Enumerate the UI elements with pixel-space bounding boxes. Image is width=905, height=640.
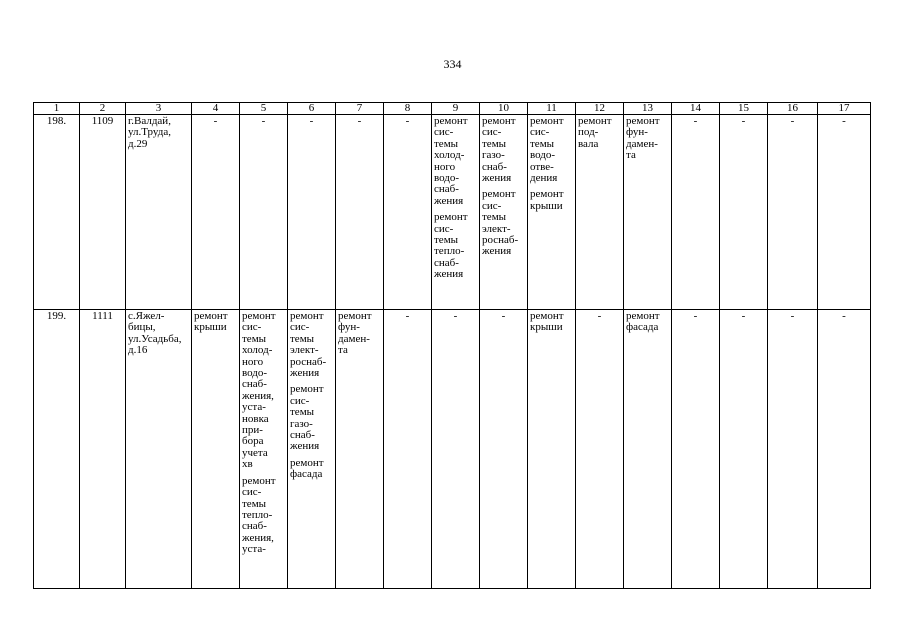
column-number: 7: [336, 103, 384, 115]
work-item: ремонт сис- темы газо- снаб- жения: [482, 115, 516, 185]
cell-col-9: [432, 115, 480, 310]
cell-col-6: -: [288, 115, 336, 310]
cell-col-8: -: [384, 115, 432, 310]
cell-col-4: ремонт крыши: [192, 310, 240, 589]
cell-col-15: -: [720, 115, 768, 310]
cell-col-12: -: [576, 310, 624, 589]
column-number: 10: [480, 103, 528, 115]
cell-col-12: ремонт под- вала: [576, 115, 624, 310]
building-code: 1109: [80, 115, 126, 310]
column-number-row: [34, 103, 871, 115]
column-number: 9: [432, 103, 480, 115]
work-item: ремонт сис- темы холод- ного водо- снаб- жения: [434, 115, 468, 207]
address-cell: г.Валдай, ул.Труда, д.29: [126, 115, 192, 310]
cell-col-17: -: [818, 310, 871, 589]
cell-col-16: -: [768, 310, 818, 589]
table-row: [34, 310, 871, 589]
row-number: 198.: [34, 115, 80, 310]
column-number: 4: [192, 103, 240, 115]
work-item: ремонт сис- темы тепло- снаб- жения: [434, 211, 468, 281]
work-item: ремонт сис- темы элект- роснаб- жения: [482, 188, 519, 258]
cell-col-13: ремонт фасада: [624, 310, 672, 589]
work-item: ремонт фасада: [290, 456, 324, 481]
repair-program-table: [33, 102, 871, 589]
column-number: 16: [768, 103, 818, 115]
cell-col-11: ремонт крыши: [528, 310, 576, 589]
column-number: 2: [80, 103, 126, 115]
work-item: ремонт сис- темы тепло- снаб- жения, уста-: [242, 474, 276, 556]
cell-col-10: [480, 115, 528, 310]
work-item: ремонт крыши: [530, 188, 564, 212]
column-number: 8: [384, 103, 432, 115]
cell-col-5: -: [240, 115, 288, 310]
work-item: ремонт сис- темы элект- роснаб- жения: [290, 310, 327, 380]
cell-col-14: -: [672, 115, 720, 310]
cell-col-7: -: [336, 115, 384, 310]
cell-col-8: -: [384, 310, 432, 589]
cell-col-5: [240, 310, 288, 589]
work-item: ремонт сис- темы холод- ного водо- снаб- жения, уста- новка при- бора учета хв: [242, 310, 276, 471]
column-number: 11: [528, 103, 576, 115]
work-item: ремонт сис- темы водо- отве- дения: [530, 115, 564, 185]
cell-col-14: -: [672, 310, 720, 589]
column-number: 1: [34, 103, 80, 115]
column-number: 6: [288, 103, 336, 115]
page-number: 334: [443, 57, 462, 71]
table-row: [34, 115, 871, 310]
cell-col-6: [288, 310, 336, 589]
cell-col-13: ремонт фун- дамен- та: [624, 115, 672, 310]
cell-col-7: ремонт фун- дамен- та: [336, 310, 384, 589]
column-number: 13: [624, 103, 672, 115]
address-cell: с.Яжел- бицы, ул.Усадьба, д.16: [126, 310, 192, 589]
cell-col-15: -: [720, 310, 768, 589]
cell-col-4: -: [192, 115, 240, 310]
column-number: 14: [672, 103, 720, 115]
column-number: 3: [126, 103, 192, 115]
cell-col-16: -: [768, 115, 818, 310]
column-number: 5: [240, 103, 288, 115]
building-code: 1111: [80, 310, 126, 589]
cell-col-17: -: [818, 115, 871, 310]
cell-col-11: [528, 115, 576, 310]
work-item: ремонт сис- темы газо- снаб- жения: [290, 383, 324, 453]
column-number: 12: [576, 103, 624, 115]
cell-col-10: -: [480, 310, 528, 589]
column-number: 17: [818, 103, 871, 115]
column-number: 15: [720, 103, 768, 115]
row-number: 199.: [34, 310, 80, 589]
cell-col-9: -: [432, 310, 480, 589]
